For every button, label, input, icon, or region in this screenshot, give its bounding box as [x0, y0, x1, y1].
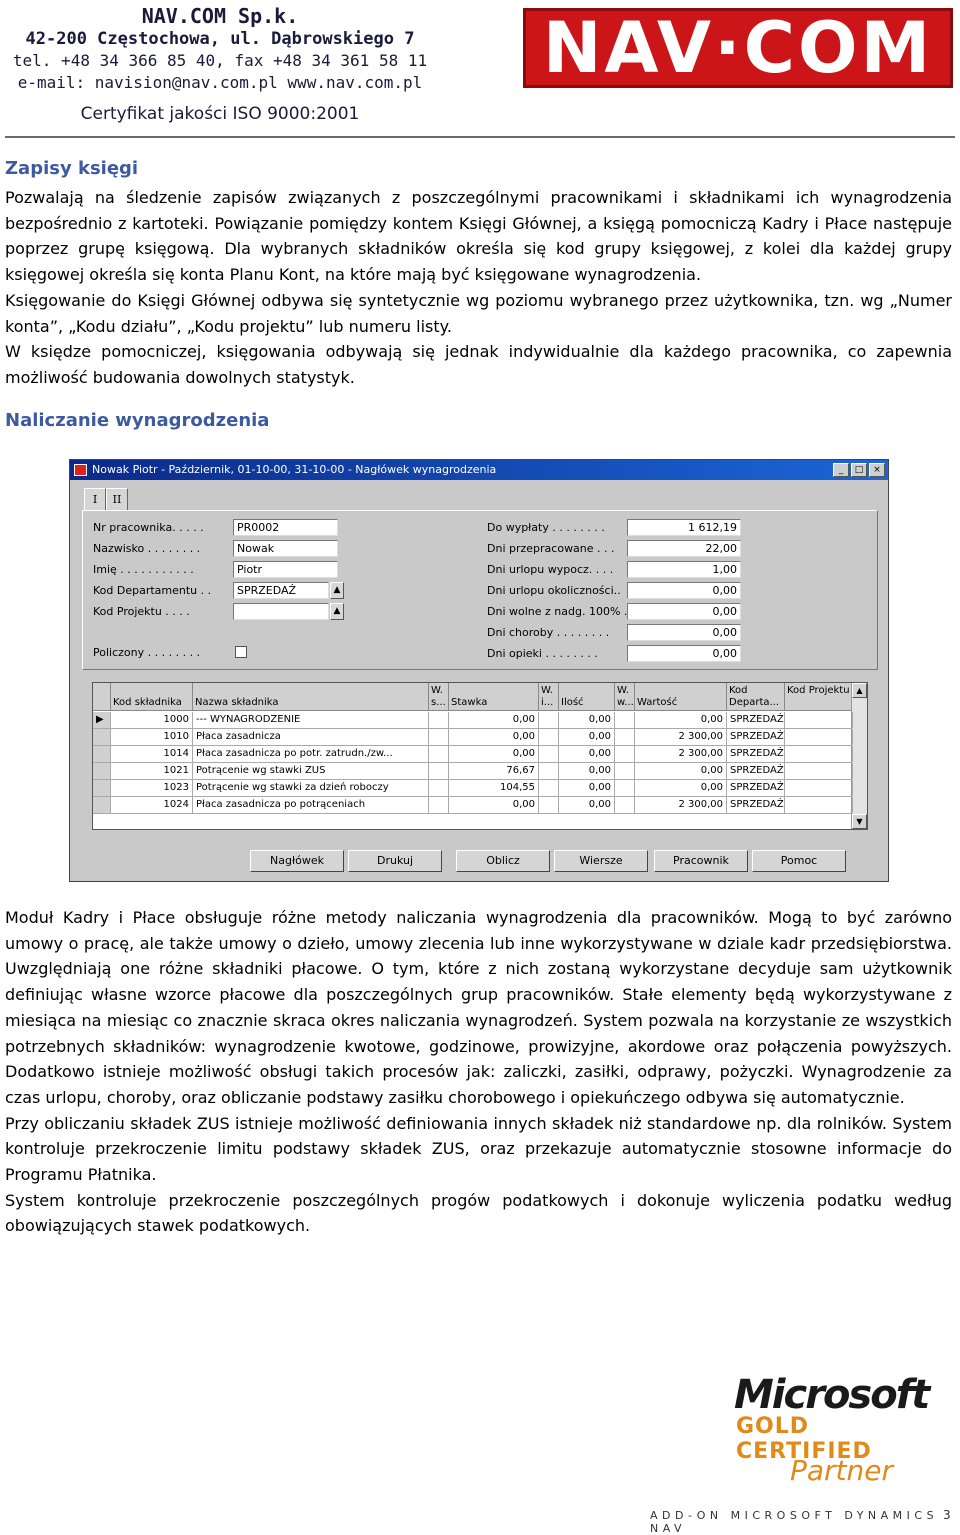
field-label: Nr pracownika. . . . .: [93, 521, 204, 534]
lines-button[interactable]: Wiersze: [554, 850, 648, 872]
payroll-window-screenshot: [69, 459, 889, 882]
grid-cell[interactable]: 1021: [111, 763, 193, 779]
care-days-field[interactable]: 0,00: [627, 645, 741, 662]
days-worked-field[interactable]: 22,00: [627, 540, 741, 557]
grid-cell[interactable]: [539, 763, 559, 779]
window-titlebar: [70, 460, 888, 480]
grid-cell[interactable]: 0,00: [559, 712, 615, 728]
field-row: [93, 581, 353, 600]
lookup-arrow-icon[interactable]: ▲: [330, 603, 344, 620]
grid-header: [93, 683, 851, 711]
field-row: [487, 623, 847, 642]
components-grid: [92, 682, 868, 830]
grid-cell[interactable]: [785, 746, 853, 762]
header-button[interactable]: Nagłówek: [250, 850, 344, 872]
section1-paragraph: W księdze pomocniczej, księgowania odbywają się jednak indywidualnie dla każdego pracownika, co zapewnia możliwość budowania dowolnych statystyk.: [5, 342, 952, 387]
app-icon: [74, 464, 87, 476]
vacation-days-field[interactable]: 1,00: [627, 561, 741, 578]
field-label: Nazwisko . . . . . . . .: [93, 542, 201, 555]
field-row: [487, 602, 847, 621]
grid-scrollbar[interactable]: [851, 683, 867, 829]
field-row: [93, 560, 313, 579]
grid-cell[interactable]: [429, 763, 449, 779]
section2-paragraph: Moduł Kadry i Płace obsługuje różne metody naliczania wynagrodzenia dla pracowników. Mogą to być zarówno umowy o pracę, ale także umowy o dzieło, umowy zlecenia lub inne wykorzystywane w dziale kadr przedsiębiorstwa. Uwzględniają one różne składniki płacowe. O tym, które z nich zostaną wykorzystane decyduje sam użytkownik definiując własne wzorce płacowe dla poszczególnych grup pracowników. Stałe elementy będą wykorzystywane z miesiąca na miesiąc co znacznie skraca okres naliczania wynagrodzeń. System pozwala na korzystanie ze wszystkich potrzebnych składników: wynagrodzenie kwotowe, godzinowe, prowizyjne, akordowe oraz połączenia powyższych. Dodatkowo istnieje możliwość obsługi takich procesów jak: zaliczki, zasiłki, odprawy, pożyczki. Wynagrodzenie za czas urlopu, choroby, oraz obliczanie podstawy zasiłku chorobowego i opiekuńczego odbywa się automatycznie.: [5, 908, 952, 1107]
grid-cell[interactable]: SPRZEDAŻ: [727, 746, 785, 762]
grid-cell[interactable]: [615, 712, 635, 728]
scroll-up-icon[interactable]: ▲: [852, 683, 867, 698]
overtime-days-field[interactable]: 0,00: [627, 603, 741, 620]
page-number: 3: [943, 1508, 951, 1522]
print-button[interactable]: Drukuj: [348, 850, 442, 872]
company-name: NAV.COM Sp.k.: [141, 4, 299, 28]
grid-cell[interactable]: 1000: [111, 712, 193, 728]
section-heading-naliczanie: Naliczanie wynagrodzenia: [5, 410, 270, 431]
grid-cell[interactable]: [785, 797, 853, 813]
field-row: [487, 518, 847, 537]
employee-number-field[interactable]: PR0002: [233, 519, 338, 536]
company-contact: e-mail: navision@nav.com.pl www.nav.com.pl: [17, 73, 423, 92]
table-row[interactable]: [93, 797, 851, 814]
section2-body: [5, 905, 952, 1239]
help-button[interactable]: Pomoc: [752, 850, 846, 872]
section1-paragraph: Pozwalają na śledzenie zapisów związanych z poszczególnymi pracownikami i składnikami ich wynagrodzenia bezpośrednio z kartoteki. Powiązanie pomiędzy kontem Księgi Głównej, a księgą pomocniczą Kadry i Płace następuje poprzez grupę księgową. Dla wybranych składników określa się kod grupy księgowej, z kolei dla każdej grupy księgowej określa się konta Planu Kont, na które mają być księgowane wynagrodzenia.: [5, 188, 952, 285]
table-row[interactable]: [93, 763, 851, 780]
project-code-field[interactable]: [233, 603, 329, 620]
column-header[interactable]: Ilość: [559, 683, 615, 711]
grid-cell[interactable]: 2 300,00: [635, 797, 727, 813]
grid-cell[interactable]: 0,00: [635, 780, 727, 796]
field-row: [487, 581, 847, 600]
section2-paragraph: System kontroluje przekroczenie poszczególnych progów podatkowych i dokonuje wyliczenia podatku według obowiązujących stawek podatkowych.: [5, 1190, 952, 1236]
minimize-icon[interactable]: _: [833, 463, 849, 477]
row-selector[interactable]: [93, 729, 111, 745]
net-pay-field[interactable]: 1 612,19: [627, 519, 741, 536]
field-label: Dni urlopu wypocz. . . .: [487, 563, 614, 576]
field-label: Imię . . . . . . . . . . .: [93, 563, 194, 576]
row-selector[interactable]: [93, 780, 111, 796]
section1-paragraph: Księgowanie do Księgi Głównej odbywa się syntetycznie wg poziomu wybranego przez użytkownika, tzn. wg „Numer konta”, „Kodu działu”, „Kodu projektu” lub numeru listy.: [5, 290, 952, 336]
grid-cell[interactable]: Płaca zasadnicza po potr. zatrudn./zw...: [193, 746, 429, 762]
grid-cell[interactable]: [785, 729, 853, 745]
maximize-icon[interactable]: □: [851, 463, 867, 477]
field-label: Policzony . . . . . . . .: [93, 646, 201, 659]
row-selector-header: [93, 683, 111, 711]
grid-cell[interactable]: 0,00: [559, 746, 615, 762]
grid-cell[interactable]: [615, 746, 635, 762]
scroll-down-icon[interactable]: ▼: [852, 814, 867, 829]
calculated-checkbox[interactable]: [235, 646, 247, 658]
header-divider: [5, 136, 955, 138]
microsoft-gold-partner-badge: [730, 1372, 952, 1492]
calculate-button[interactable]: Oblicz: [456, 850, 550, 872]
grid-cell[interactable]: [785, 763, 853, 779]
grid-cell[interactable]: [615, 729, 635, 745]
table-row[interactable]: [93, 780, 851, 797]
column-header[interactable]: W. s...: [429, 683, 449, 711]
grid-cell[interactable]: SPRZEDAŻ: [727, 797, 785, 813]
company-phone: tel. +48 34 366 85 40, fax +48 34 361 58 11: [12, 51, 428, 70]
field-row: [93, 602, 353, 621]
column-header[interactable]: Wartość: [635, 683, 727, 711]
company-address: 42-200 Częstochowa, ul. Dąbrowskiego 7: [25, 29, 415, 49]
grid-cell[interactable]: [785, 712, 853, 728]
grid-cell[interactable]: [615, 763, 635, 779]
field-row: [93, 643, 313, 662]
field-label: Dni opieki . . . . . . . .: [487, 647, 598, 660]
occasional-leave-field[interactable]: 0,00: [627, 582, 741, 599]
sick-days-field[interactable]: 0,00: [627, 624, 741, 641]
company-certificate: Certyfikat jakości ISO 9000:2001: [80, 104, 360, 124]
surname-field[interactable]: Nowak: [233, 540, 338, 557]
field-label: Kod Departamentu . .: [93, 584, 212, 597]
grid-cell[interactable]: 0,00: [635, 763, 727, 779]
grid-cell[interactable]: Potrącenie wg stawki ZUS: [193, 763, 429, 779]
grid-cell[interactable]: 0,00: [449, 712, 539, 728]
grid-cell[interactable]: [539, 780, 559, 796]
navcom-logo: NAV·COM: [523, 8, 953, 88]
grid-cell[interactable]: [429, 712, 449, 728]
window-title: Nowak Piotr - Październik, 01-10-00, 31-10-00 - Nagłówek wynagrodzenia: [92, 463, 497, 476]
header-panel: [82, 510, 878, 670]
grid-cell[interactable]: 0,00: [559, 763, 615, 779]
table-row[interactable]: [93, 746, 851, 763]
table-row[interactable]: [93, 729, 851, 746]
grid-cell[interactable]: 0,00: [449, 746, 539, 762]
grid-cell[interactable]: SPRZEDAŻ: [727, 712, 785, 728]
grid-cell[interactable]: Płaca zasadnicza po potrąceniach: [193, 797, 429, 813]
department-code-field[interactable]: SPRZEDAŻ: [233, 582, 329, 599]
grid-cell[interactable]: Płaca zasadnicza: [193, 729, 429, 745]
section2-paragraph: Przy obliczaniu składek ZUS istnieje możliwość definiowania innych składek niż standardowe np. dla rolników. System kontroluje przekroczenie limitu podstawy składek ZUS, oraz przekazuje automatycznie stosowne informacje do Programu Płatnika.: [5, 1113, 952, 1185]
grid-cell[interactable]: 0,00: [559, 797, 615, 813]
grid-cell[interactable]: SPRZEDAŻ: [727, 780, 785, 796]
grid-cell[interactable]: 76,67: [449, 763, 539, 779]
column-header[interactable]: W. i...: [539, 683, 559, 711]
lookup-arrow-icon[interactable]: ▲: [330, 582, 344, 599]
window-button-bar: [250, 850, 850, 872]
grid-cell[interactable]: [539, 746, 559, 762]
grid-cell[interactable]: [429, 797, 449, 813]
grid-cell[interactable]: 2 300,00: [635, 746, 727, 762]
grid-cell[interactable]: SPRZEDAŻ: [727, 763, 785, 779]
microsoft-wordmark: Microsoft: [734, 1372, 929, 1418]
row-selector[interactable]: [93, 746, 111, 762]
grid-cell[interactable]: [615, 797, 635, 813]
grid-cell[interactable]: Potrącenie wg stawki za dzień roboczy: [193, 780, 429, 796]
grid-cell[interactable]: 1014: [111, 746, 193, 762]
employee-button[interactable]: Pracownik: [654, 850, 748, 872]
grid-cell[interactable]: [785, 780, 853, 796]
grid-cell[interactable]: [539, 712, 559, 728]
grid-cell[interactable]: --- WYNAGRODZENIE: [193, 712, 429, 728]
grid-cell[interactable]: 1024: [111, 797, 193, 813]
grid-cell[interactable]: 0,00: [449, 797, 539, 813]
field-row: [487, 560, 847, 579]
grid-cell[interactable]: 0,00: [449, 729, 539, 745]
partner-text: Partner: [790, 1454, 894, 1487]
field-label: Dni wolne z nadg. 100% .: [487, 605, 628, 618]
grid-cell[interactable]: SPRZEDAŻ: [727, 729, 785, 745]
tab-i[interactable]: I: [84, 488, 106, 510]
tab-ii[interactable]: II: [106, 488, 128, 510]
field-label: Dni przepracowane . . .: [487, 542, 615, 555]
field-row: [93, 518, 313, 537]
grid-cell[interactable]: 1023: [111, 780, 193, 796]
column-header[interactable]: W. w...: [615, 683, 635, 711]
field-row: [487, 539, 847, 558]
field-row: [487, 644, 847, 663]
footer-product: ADD-ON MICROSOFT DYNAMICS NAV: [650, 1509, 939, 1535]
gold-certified-text: GOLD CERTIFIED: [736, 1414, 872, 1464]
column-header[interactable]: Kod Projektu: [785, 683, 853, 711]
grid-cell[interactable]: [539, 797, 559, 813]
column-header[interactable]: Kod Departa...: [727, 683, 785, 711]
grid-cell[interactable]: 2 300,00: [635, 729, 727, 745]
column-header[interactable]: Stawka: [449, 683, 539, 711]
grid-cell[interactable]: 1010: [111, 729, 193, 745]
grid-cell[interactable]: [429, 729, 449, 745]
grid-cell[interactable]: [615, 780, 635, 796]
current-row-arrow-icon[interactable]: ▶: [93, 712, 111, 728]
field-label: Dni choroby . . . . . . . .: [487, 626, 610, 639]
grid-cell[interactable]: 0,00: [559, 729, 615, 745]
grid-cell[interactable]: [539, 729, 559, 745]
close-icon[interactable]: ×: [869, 463, 885, 477]
grid-cell[interactable]: [429, 780, 449, 796]
field-row: [93, 539, 313, 558]
grid-cell[interactable]: 104,55: [449, 780, 539, 796]
row-selector[interactable]: [93, 763, 111, 779]
field-label: Dni urlopu okoliczności..: [487, 584, 621, 597]
field-label: Do wypłaty . . . . . . . .: [487, 521, 605, 534]
section1-body: [5, 185, 952, 391]
table-row[interactable]: [93, 712, 851, 729]
column-header[interactable]: Kod składnika: [111, 683, 193, 711]
field-label: Kod Projektu . . . .: [93, 605, 190, 618]
section-heading-zapisy: Zapisy księgi: [5, 158, 139, 179]
column-header[interactable]: Nazwa składnika: [193, 683, 429, 711]
grid-cell[interactable]: 0,00: [559, 780, 615, 796]
grid-cell[interactable]: [429, 746, 449, 762]
grid-cell[interactable]: 0,00: [635, 712, 727, 728]
row-selector[interactable]: [93, 797, 111, 813]
first-name-field[interactable]: Piotr: [233, 561, 338, 578]
